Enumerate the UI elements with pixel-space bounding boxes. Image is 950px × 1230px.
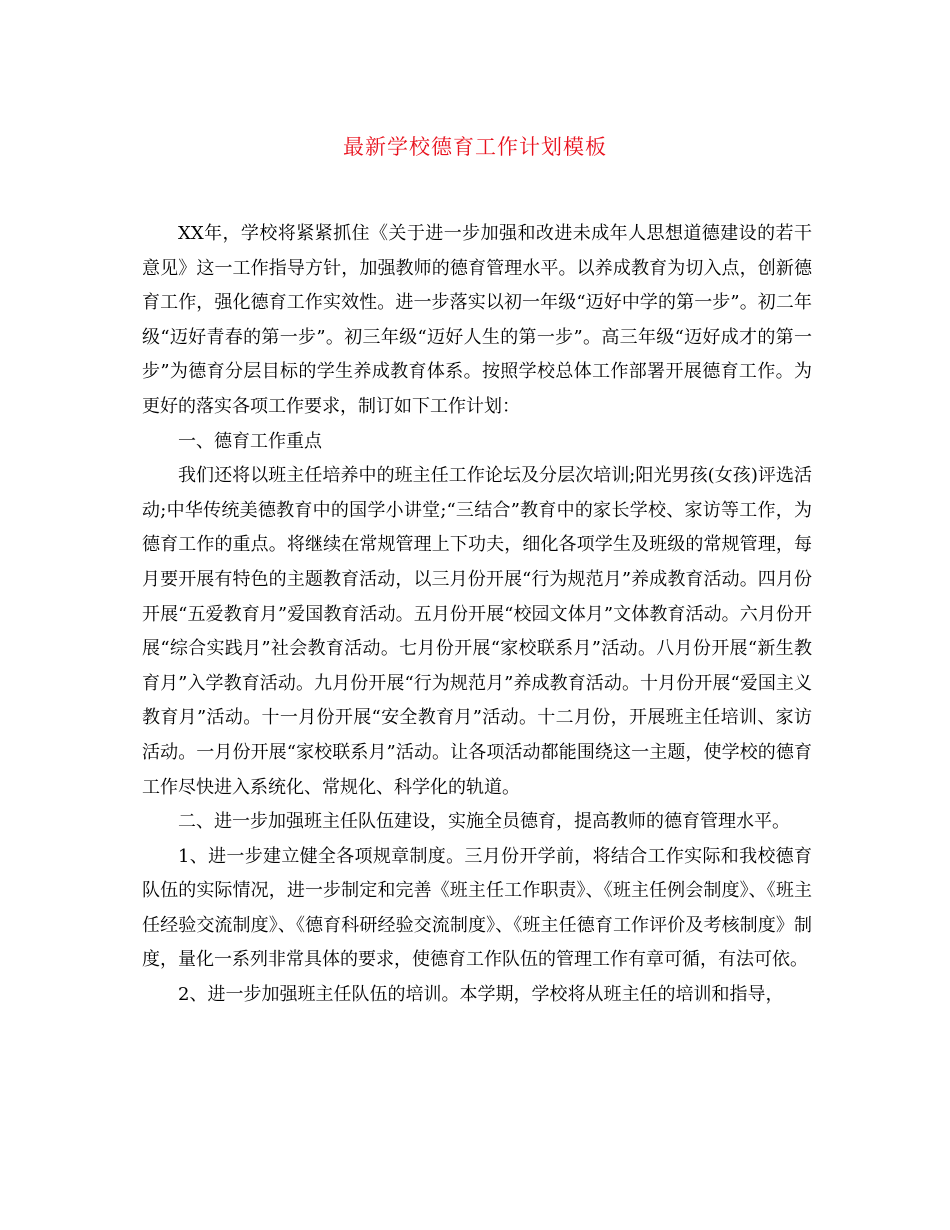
paragraph-item-1: 1、进一步建立健全各项规章制度。三月份开学前，将结合工作实际和我校德育队伍的实际情况，进一步制定和完善《班主任工作职责》、《班主任例会制度》、《班主任经验交流制度》、《德育科研经验交流制度》、《班主任德育工作评价及考核制度》制度，量化一系列非常具体的要求，使德育工作队伍的管理工作有章可循，有法可依。 xyxy=(142,845,812,971)
document-title: 最新学校德育工作计划模板 xyxy=(343,135,607,159)
section-heading-2: 二、进一步加强班主任队伍建设，实施全员德育，提高教师的德育管理水平。 xyxy=(178,811,790,833)
paragraph-focus: 我们还将以班主任培养中的班主任工作论坛及分层次培训;阳光男孩(女孩)评选活动;中华传统美德教育中的国学小讲堂;“三结合”教育中的家长学校、家访等工作，为德育工作的重点。将继续在常规管理上下功夫，细化各项学生及班级的常规管理，每月要开展有特色的主题教育活动，以三月份开展“行为规范月”养成教育活动。四月份开展“五爱教育月”爱国教育活动。五月份开展“校园文体月”文体教育活动。六月份开展“综合实践月”社会教育活动。七月份开展“家校联系月”活动。八月份开展“新生教育月”入学教育活动。九月份开展“行为规范月”养成教育活动。十月份开展“爱国主义教育月”活动。十一月份开展“安全教育月”活动。十二月份，开展班主任培训、家访活动。一月份开展“家校联系月”活动。让各项活动都能围绕这一主题，使学校的德育工作尽快进入系统化、常规化、科学化的轨道。 xyxy=(142,465,812,798)
document-body xyxy=(142,217,812,1013)
paragraph-intro: XX年，学校将紧紧抓住《关于进一步加强和改进未成年人思想道德建设的若干意见》这一工作指导方针，加强教师的德育管理水平。以养成教育为切入点，创新德育工作，强化德育工作实效性。进一步落实以初一年级“迈好中学的第一步”。初二年级“迈好青春的第一步”。初三年级“迈好人生的第一步”。高三年级“迈好成才的第一步”为德育分层目标的学生养成教育体系。按照学校总体工作部署开展德育工作。为更好的落实各项工作要求，制订如下工作计划： xyxy=(142,223,812,417)
section-heading-1: 一、德育工作重点 xyxy=(178,430,322,452)
paragraph-item-2: 2、进一步加强班主任队伍的培训。本学期，学校将从班主任的培训和指导， xyxy=(178,984,784,1006)
